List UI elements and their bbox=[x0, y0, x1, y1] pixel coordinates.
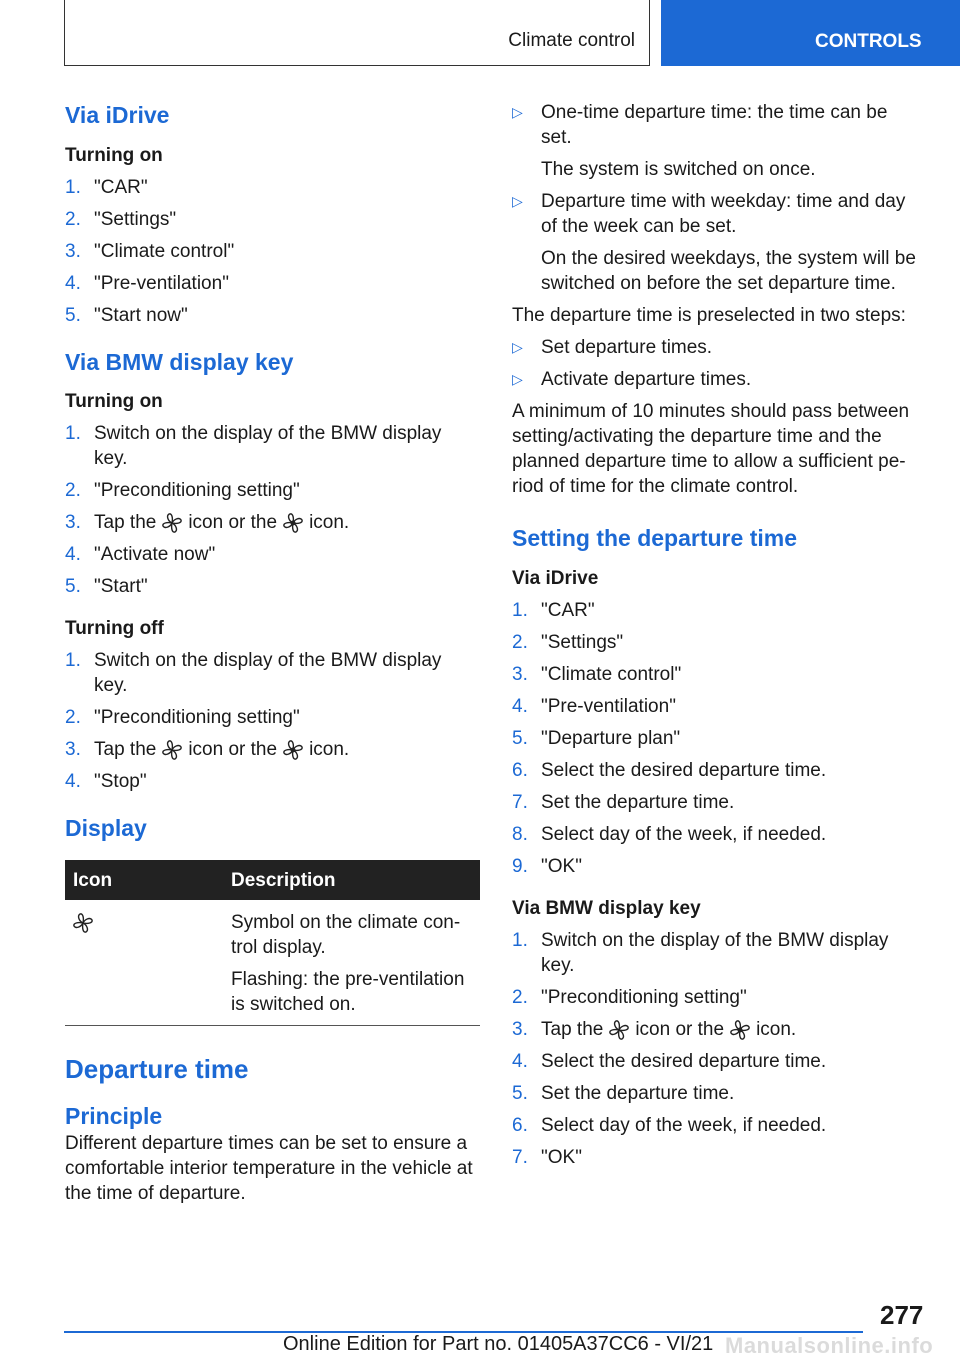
step-text: "Preconditioning setting" bbox=[94, 480, 300, 501]
list-item bbox=[512, 694, 922, 719]
bullet-text: Set departure times. bbox=[541, 337, 713, 358]
list-item bbox=[65, 510, 480, 535]
step-text: "Settings" bbox=[94, 209, 177, 230]
heading-via-bmw-key: Via BMW display key bbox=[65, 349, 294, 375]
fan-heat-icon bbox=[283, 739, 303, 761]
step-number: 1. bbox=[65, 177, 81, 198]
step-text: Tap the bbox=[94, 739, 157, 760]
list-item bbox=[65, 648, 480, 698]
step-text: "Preconditioning setting" bbox=[94, 707, 300, 728]
bullet-item bbox=[512, 367, 922, 392]
step-number: 1. bbox=[512, 930, 528, 951]
list-item bbox=[65, 421, 480, 471]
list-item bbox=[65, 239, 480, 264]
list-item bbox=[65, 478, 480, 503]
step-text: "Activate now" bbox=[94, 544, 216, 565]
list-item bbox=[512, 758, 922, 783]
section-title: Climate control bbox=[508, 30, 635, 51]
step-number: 7. bbox=[512, 792, 528, 813]
step-text: Select day of the week, if needed. bbox=[541, 824, 827, 845]
heading-principle: Principle bbox=[65, 1103, 163, 1129]
step-text: "Stop" bbox=[94, 771, 147, 792]
bullet-text: Departure time with weekday: time and day of the week can be set. bbox=[541, 191, 906, 237]
heading-setting-departure: Setting the departure time bbox=[512, 525, 797, 551]
step-number: 3. bbox=[65, 512, 81, 533]
step-number: 4. bbox=[512, 696, 528, 717]
step-text: "Departure plan" bbox=[541, 728, 681, 749]
step-text: Tap the bbox=[541, 1019, 604, 1040]
fan-heat-icon bbox=[283, 512, 303, 534]
step-number: 3. bbox=[65, 241, 81, 262]
table-cell-icon bbox=[65, 900, 223, 1026]
subheading-turning-off: Turning off bbox=[65, 618, 164, 639]
description-text: Flashing: the pre-ventilation is switched on. bbox=[231, 969, 465, 1015]
step-number: 5. bbox=[512, 1083, 528, 1104]
page-number: 277 bbox=[880, 1300, 924, 1330]
climate-fan-icon bbox=[73, 912, 93, 934]
step-number: 2. bbox=[65, 707, 81, 728]
list-item bbox=[512, 1049, 922, 1074]
table-header-row bbox=[65, 860, 480, 900]
triangle-bullet-icon: ▷ bbox=[512, 193, 523, 209]
heading-departure-time: Departure time bbox=[65, 1054, 249, 1084]
column-header-description: Description bbox=[223, 860, 480, 900]
step-number: 4. bbox=[512, 1051, 528, 1072]
controls-tab-label: CONTROLS bbox=[815, 31, 922, 52]
step-number: 6. bbox=[512, 760, 528, 781]
step-text: icon. bbox=[756, 1019, 797, 1040]
step-number: 2. bbox=[65, 209, 81, 230]
step-number: 4. bbox=[65, 544, 81, 565]
step-text: "Settings" bbox=[541, 632, 624, 653]
step-text: Switch on the display of the BMW display key. bbox=[541, 930, 889, 976]
step-text: "CAR" bbox=[94, 177, 148, 198]
list-item bbox=[65, 303, 480, 328]
list-item bbox=[65, 542, 480, 567]
step-text: icon. bbox=[309, 512, 350, 533]
table-row bbox=[65, 900, 480, 1026]
setting-key-steps-list bbox=[512, 928, 922, 1170]
heading-via-idrive: Via iDrive bbox=[65, 102, 170, 128]
bullet-subtext: On the desired weekdays, the system will be switched on before the set departure time. bbox=[541, 248, 916, 294]
list-item bbox=[65, 574, 480, 599]
step-number: 8. bbox=[512, 824, 528, 845]
list-item bbox=[512, 985, 922, 1010]
departure-types-list bbox=[512, 100, 922, 296]
step-text: icon or the bbox=[188, 739, 278, 760]
step-text: "Climate control" bbox=[541, 664, 682, 685]
step-number: 5. bbox=[65, 305, 81, 326]
step-number: 6. bbox=[512, 1115, 528, 1136]
step-text: "Pre-ventilation" bbox=[541, 696, 676, 717]
list-item bbox=[65, 271, 480, 296]
step-text: "Start now" bbox=[94, 305, 188, 326]
step-number: 1. bbox=[512, 600, 528, 621]
header-frame bbox=[64, 0, 650, 66]
step-number: 3. bbox=[512, 1019, 528, 1040]
bullet-subtext: The system is switched on once. bbox=[541, 159, 816, 180]
step-number: 2. bbox=[512, 987, 528, 1008]
setting-idrive-steps-list bbox=[512, 598, 922, 879]
step-text: icon. bbox=[309, 739, 350, 760]
list-item bbox=[65, 207, 480, 232]
principle-text: Different departure times can be set to ensure a comfortable interior temperature in the vehicle at the time of departure. bbox=[65, 1133, 473, 1204]
step-text: Select day of the week, if needed. bbox=[541, 1115, 827, 1136]
step-text: icon or the bbox=[188, 512, 278, 533]
triangle-bullet-icon: ▷ bbox=[512, 104, 523, 120]
triangle-bullet-icon: ▷ bbox=[512, 371, 523, 387]
list-item bbox=[512, 1017, 922, 1042]
edition-text: Online Edition for Part no. 01405A37CC6 - VI/21 bbox=[283, 1333, 714, 1355]
step-number: 2. bbox=[512, 632, 528, 653]
step-text: "Start" bbox=[94, 576, 148, 597]
heading-display: Display bbox=[65, 815, 147, 841]
fan-icon bbox=[162, 512, 182, 534]
step-number: 1. bbox=[65, 650, 81, 671]
step-text: "Climate control" bbox=[94, 241, 235, 262]
key-off-steps-list bbox=[65, 648, 480, 794]
step-text: "OK" bbox=[541, 1147, 582, 1168]
step-number: 2. bbox=[65, 480, 81, 501]
controls-tab bbox=[661, 0, 960, 66]
minimum-time-text: A minimum of 10 minutes should pass between setting/activating the departure time and the planned departure time to allow a sufficient pe-riod of time for the climate control. bbox=[512, 401, 910, 497]
step-number: 4. bbox=[65, 273, 81, 294]
fan-heat-icon bbox=[730, 1019, 750, 1041]
list-item bbox=[512, 790, 922, 815]
bullet-item bbox=[512, 335, 922, 360]
subheading-turning-on: Turning on bbox=[65, 145, 163, 166]
list-item bbox=[512, 854, 922, 879]
step-number: 5. bbox=[512, 728, 528, 749]
table-cell-description bbox=[223, 900, 480, 1026]
step-number: 1. bbox=[65, 423, 81, 444]
fan-icon bbox=[609, 1019, 629, 1041]
list-item bbox=[65, 705, 480, 730]
triangle-bullet-icon: ▷ bbox=[512, 339, 523, 355]
list-item bbox=[512, 1145, 922, 1170]
subheading-via-idrive: Via iDrive bbox=[512, 568, 599, 589]
list-item bbox=[512, 1081, 922, 1106]
key-on-steps-list bbox=[65, 421, 480, 599]
step-text: "Pre-ventilation" bbox=[94, 273, 229, 294]
step-text: "Preconditioning setting" bbox=[541, 987, 747, 1008]
step-text: Set the departure time. bbox=[541, 1083, 735, 1104]
bullet-item bbox=[512, 189, 922, 296]
list-item bbox=[65, 769, 480, 794]
list-item bbox=[512, 598, 922, 623]
step-text: Switch on the display of the BMW display key. bbox=[94, 650, 442, 696]
step-text: "CAR" bbox=[541, 600, 595, 621]
list-item bbox=[512, 726, 922, 751]
bullet-text: Activate departure times. bbox=[541, 369, 752, 390]
column-header-icon: Icon bbox=[65, 860, 223, 900]
step-number: 5. bbox=[65, 576, 81, 597]
step-number: 3. bbox=[65, 739, 81, 760]
steps-bullet-list bbox=[512, 335, 922, 392]
steps-intro-text: The departure time is preselected in two steps: bbox=[512, 305, 906, 326]
step-text: Select the desired departure time. bbox=[541, 760, 827, 781]
right-column bbox=[512, 100, 922, 1177]
step-text: Select the desired departure time. bbox=[541, 1051, 827, 1072]
step-text: Set the departure time. bbox=[541, 792, 735, 813]
step-text: Tap the bbox=[94, 512, 157, 533]
fan-icon bbox=[162, 739, 182, 761]
left-column bbox=[65, 100, 480, 1206]
subheading-turning-on: Turning on bbox=[65, 391, 163, 412]
list-item bbox=[512, 662, 922, 687]
watermark: Manualsonline.info bbox=[725, 1333, 934, 1358]
step-text: icon or the bbox=[635, 1019, 725, 1040]
list-item bbox=[512, 1113, 922, 1138]
description-text: Symbol on the climate con-trol display. bbox=[231, 912, 461, 958]
list-item bbox=[65, 175, 480, 200]
subheading-via-bmw-key: Via BMW display key bbox=[512, 898, 701, 919]
display-table bbox=[65, 860, 480, 1026]
step-number: 7. bbox=[512, 1147, 528, 1168]
step-text: Switch on the display of the BMW display key. bbox=[94, 423, 442, 469]
list-item bbox=[512, 928, 922, 978]
idrive-steps-list bbox=[65, 175, 480, 328]
step-number: 9. bbox=[512, 856, 528, 877]
bullet-text: One-time departure time: the time can be set. bbox=[541, 102, 888, 148]
bullet-item bbox=[512, 100, 922, 182]
step-number: 4. bbox=[65, 771, 81, 792]
step-text: "OK" bbox=[541, 856, 582, 877]
list-item bbox=[512, 822, 922, 847]
list-item bbox=[512, 630, 922, 655]
list-item bbox=[65, 737, 480, 762]
step-number: 3. bbox=[512, 664, 528, 685]
